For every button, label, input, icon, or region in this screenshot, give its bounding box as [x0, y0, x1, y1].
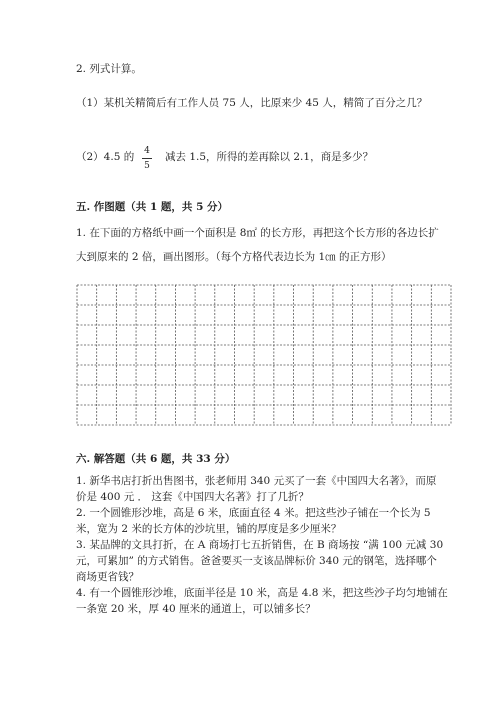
section-6-question-line: 一条宽 20 米，厚 40 厘米的通道上，可以铺多长？ [76, 603, 316, 615]
question-2-item-1: （1）某机关精简后有工作人员 75 人，比原来少 45 人，精简了百分之几？ [76, 97, 428, 109]
fraction-numerator: 4 [144, 146, 150, 156]
section-6-question-line: 2. 一个圆锥形沙堆，高是 6 米，底面直径 4 米。把这些沙子铺在一个长为 5 [76, 507, 431, 519]
fraction-bar [142, 158, 152, 159]
section-6-question-line: 价是 400 元 ． 这套《中国四大名著》打了几折？ [76, 491, 309, 503]
section-6-title: 六. 解答题（共 6 题，共 33 分） [76, 453, 236, 465]
section-5-question-line-1: 1. 在下面的方格纸中画一个面积是 8㎡ 的长方形，再把这个长方形的各边长扩 [76, 227, 439, 239]
section-5-title: 五. 作图题（共 1 题，共 5 分） [76, 201, 229, 213]
fraction [141, 146, 153, 171]
graph-paper-grid [76, 284, 452, 426]
fraction-denominator: 5 [144, 161, 150, 171]
section-6-question-line: 4. 有一个圆锥形沙堆，底面半径是 10 米，高是 4.8 米，把这些沙子均匀地铺在 [76, 587, 448, 599]
section-6-question-line: 元，可累加” 的方式销售。爸爸要买一支该品牌标价 340 元的钢笔，选择哪个 [76, 555, 437, 567]
question-2-item-2-suffix: 减去 1.5，所得的差再除以 2.1，商是多少？ [165, 151, 374, 163]
question-2-item-2-prefix: （2）4.5 的 [76, 151, 135, 163]
question-2-heading: 2. 列式计算。 [76, 63, 142, 75]
section-6-question-line: 商场更省钱？ [76, 571, 139, 583]
section-6-question-line: 1. 新华书店打折出售图书，张老师用 340 元买了一套《中国四大名著》，而原 [76, 475, 437, 487]
section-6-question-line: 3. 某品牌的文具打折，在 A 商场打七五折销售，在 B 商场按 “满 100 元减 30 [76, 539, 444, 551]
section-5-question-line-2: 大到原来的 2 倍，画出图形。（每个方格代表边长为 1㎝ 的正方形） [76, 251, 392, 263]
section-6-question-line: 米，宽为 2 米的长方体的沙坑里，铺的厚度是多少厘米？ [76, 523, 342, 535]
